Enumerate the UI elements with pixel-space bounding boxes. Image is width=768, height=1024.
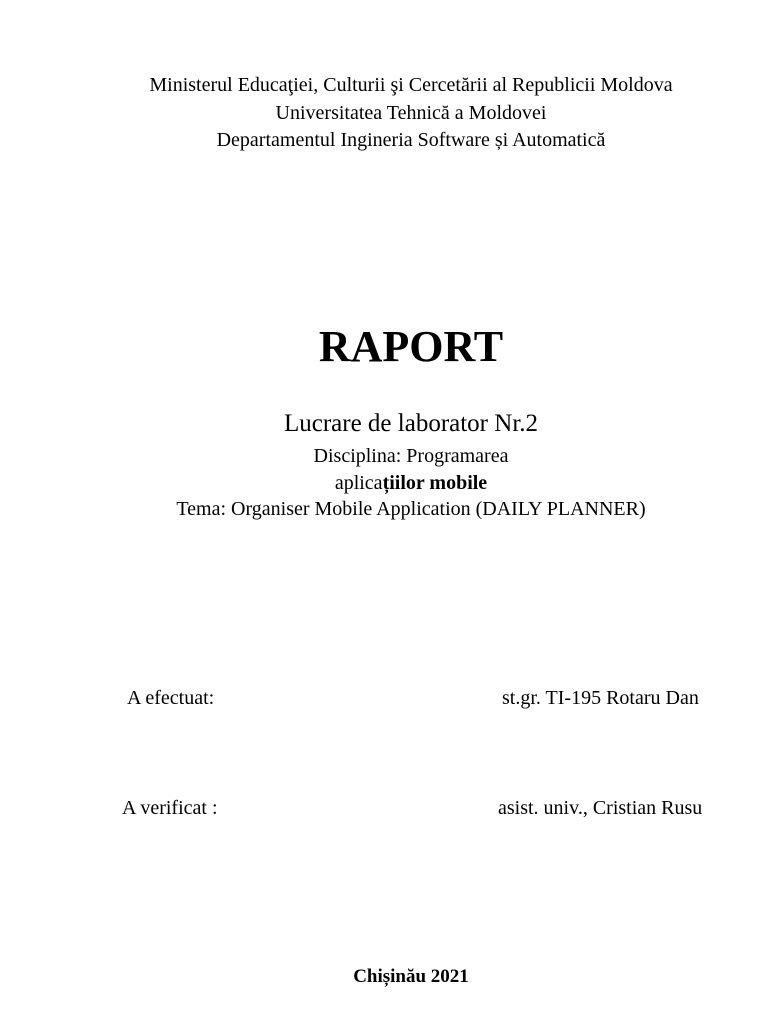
verified-by-value: asist. univ., Cristian Rusu (498, 797, 703, 819)
city-year: Chișinău 2021 (353, 966, 469, 987)
verified-by-label: A verificat : (122, 797, 218, 819)
subject-block (100, 443, 722, 523)
discipline-continued-regular: aplica (334, 471, 383, 494)
discipline-line: Disciplina: Programarea (313, 445, 509, 467)
discipline-line-continued (100, 470, 722, 497)
university-name: Universitatea Tehnică a Moldovei (275, 101, 547, 124)
ministry-name: Ministerul Educaţiei, Culturii şi Cercetării al Republicii Moldova (149, 74, 673, 96)
discipline-continued-bold: țiilor mobile (382, 471, 488, 494)
institution-header (100, 72, 722, 155)
topic-line: Tema: Organiser Mobile Application (DAILY PLANNER) (176, 498, 646, 520)
performed-by-value: st.gr. TI-195 Rotaru Dan (502, 687, 699, 709)
report-title: RAPORT (318, 322, 504, 371)
performed-by-label: A efectuat: (127, 687, 215, 709)
department-name: Departamentul Ingineria Software și Automatică (216, 129, 606, 151)
lab-number: Lucrare de laborator Nr.2 (283, 410, 539, 437)
